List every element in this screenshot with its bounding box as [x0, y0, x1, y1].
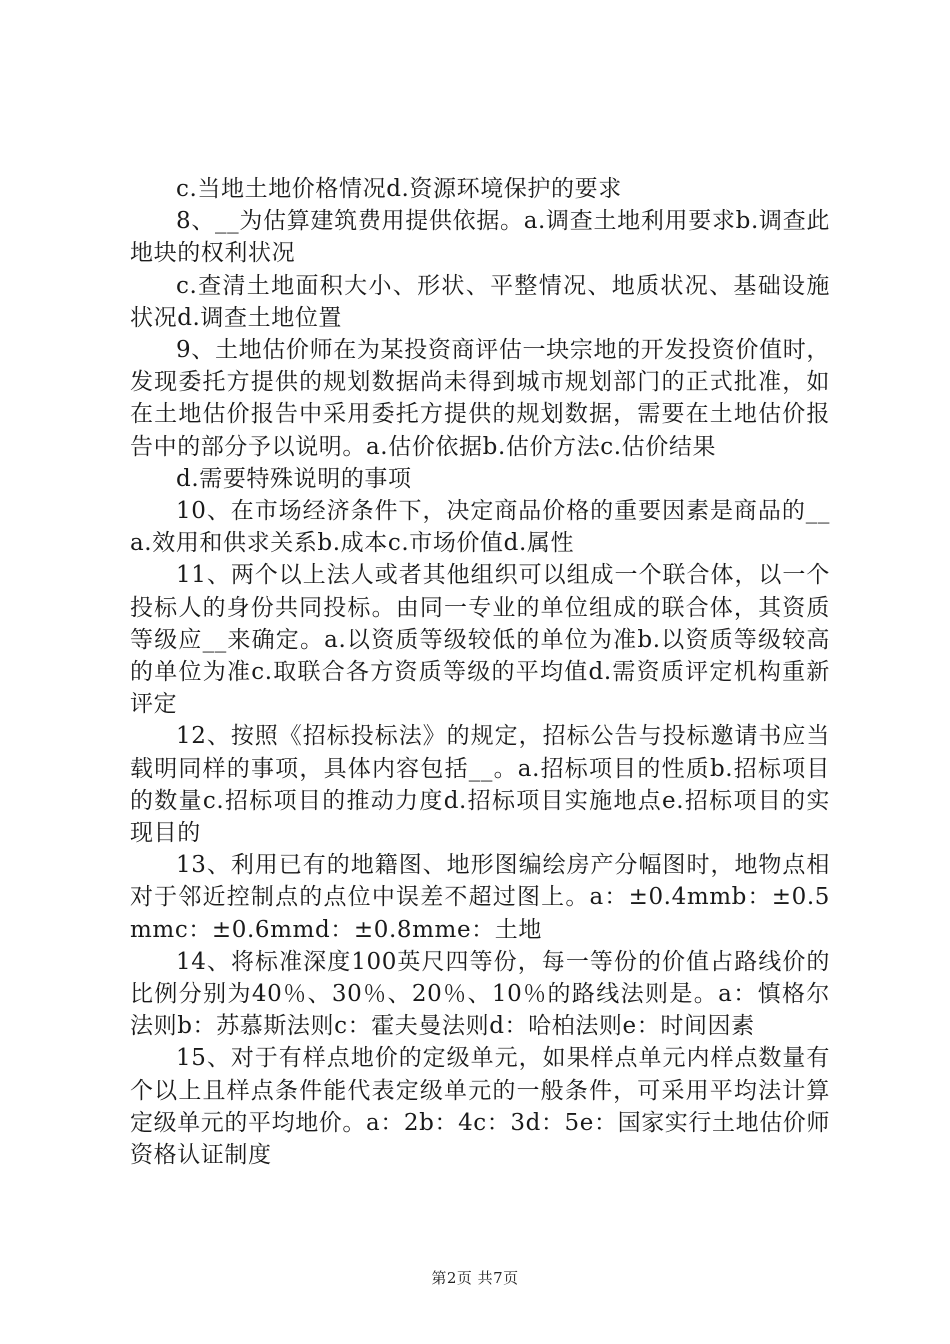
page-number-footer: 第2页 共7页 [431, 1269, 519, 1287]
paragraph-question-12: 12、按照《招标投标法》的规定，招标公告与投标邀请书应当载明同样的事项，具体内容包括__。a.招标项目的性质b.招标项目的数量c.招标项目的推动力度d.招标项目实施地点e.招标项目的实现目的 [130, 723, 830, 847]
paragraph-question-9: 9、土地估价师在为某投资商评估一块宗地的开发投资价值时，发现委托方提供的规划数据尚未得到城市规划部门的正式批准，如在土地估价报告中采用委托方提供的规划数据，需要在土地估价报告中的部分予以说明。a.估价依据b.估价方法c.估价结果 [130, 337, 830, 460]
paragraph-question-8: 8、__为估算建筑费用提供依据。a.调查土地利用要求b.调查此地块的权利状况 [130, 208, 830, 267]
paragraph-question-10: 10、在市场经济条件下，决定商品价格的重要因素是商品的__a.效用和供求关系b.成本c.市场价值d.属性 [130, 498, 830, 557]
paragraph-question-13: 13、利用已有的地籍图、地形图编绘房产分幅图时，地物点相对于邻近控制点的点位中误差不超过图上。a：±0.4mmb：±0.5mmc：±0.6mmd：±0.8mme：土地 [130, 852, 830, 943]
document-body [130, 173, 830, 1171]
paragraph-options-9-d: d.需要特殊说明的事项 [176, 465, 412, 492]
paragraph-question-11: 11、两个以上法人或者其他组织可以组成一个联合体，以一个投标人的身份共同投标。由同一专业的单位组成的联合体，其资质等级应__来确定。a.以资质等级较低的单位为准b.以资质等级较高的单位为准c.取联合各方资质等级的平均值d.需资质评定机构重新评定 [130, 562, 830, 718]
paragraph-options-8-cd: c.查清土地面积大小、形状、平整情况、地质状况、基础设施状况d.调查土地位置 [130, 272, 830, 331]
paragraph-question-15: 15、对于有样点地价的定级单元，如果样点单元内样点数量有个以上且样点条件能代表定级单元的一般条件，可采用平均法计算定级单元的平均地价。a：2b：4c：3d：5e：国家实行土地估价师资格认证制度 [130, 1045, 830, 1169]
paragraph-question-14: 14、将标准深度100英尺四等份，每一等份的价值占路线价的比例分别为40％、30％、20％、10％的路线法则是。a：慎格尔法则b：苏慕斯法则c：霍夫曼法则d：哈柏法则e：时间因素 [130, 948, 830, 1040]
paragraph-options-7-cd: c.当地土地价格情况d.资源环境保护的要求 [176, 176, 622, 202]
